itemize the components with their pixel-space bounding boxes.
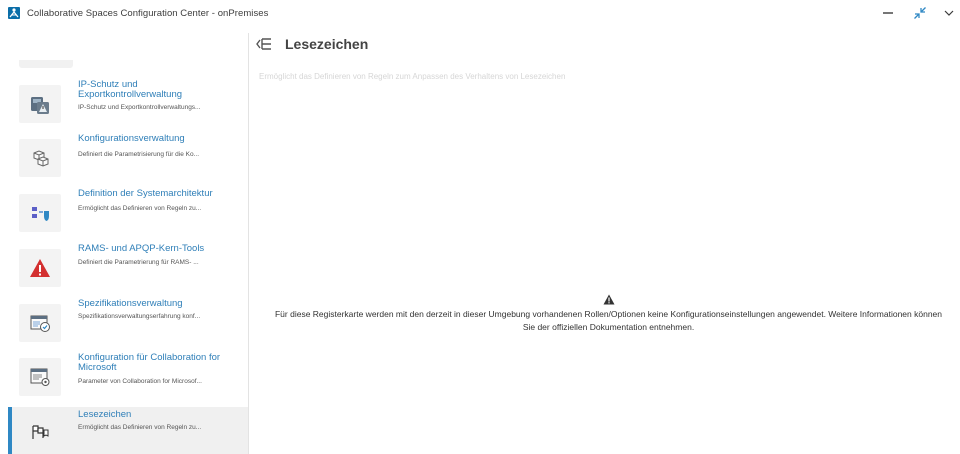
title-bar — [0, 0, 960, 27]
minimize-button[interactable] — [880, 5, 896, 21]
sidebar-item-title: Definition der Systemarchitektur — [78, 188, 213, 199]
sidebar-item-title: Konfigurationsverwaltung — [78, 133, 185, 144]
specification-icon — [19, 304, 61, 342]
window-title: Collaborative Spaces Configuration Center - onPremises — [27, 8, 269, 19]
main-panel — [250, 27, 960, 454]
sidebar-item-rams-apqp[interactable] — [8, 244, 248, 292]
sidebar-item-title: Spezifikationsverwaltung — [78, 298, 183, 309]
sidebar-item-description: Parameter von Collaboration for Microsof... — [78, 378, 202, 385]
sidebar-item-ip-protection[interactable] — [8, 80, 248, 128]
sidebar-item-partial[interactable] — [19, 60, 73, 68]
sidebar-item-title: Konfiguration für Collaboration for Microsoft — [78, 352, 221, 373]
bookmark-icon — [19, 413, 61, 451]
page-description: Ermöglicht das Definieren von Regeln zum Anpassen des Verhaltens von Lesezeichen — [259, 72, 566, 81]
no-settings-notice: Für diese Registerkarte werden mit den derzeit in dieser Umgebung vorhandenen Rollen/Optionen keine Konfigurationseinstellungen angewendet. Weitere Informationen können Sie der offiziellen Dokumentation entnehmen. — [274, 309, 943, 332]
warning-icon — [603, 292, 615, 303]
sidebar-item-title: IP-Schutz und Exportkontrollverwaltung — [78, 79, 183, 100]
microsoft-config-icon — [19, 358, 61, 396]
ip-protection-icon — [19, 85, 61, 123]
system-architecture-icon — [19, 194, 61, 232]
app-logo-icon — [8, 7, 20, 19]
sidebar-item-bookmarks[interactable] — [8, 407, 248, 454]
configuration-cubes-icon — [19, 139, 61, 177]
sidebar-item-specification[interactable] — [8, 299, 248, 347]
sidebar-item-description: Ermöglicht das Definieren von Regeln zu... — [78, 424, 202, 431]
warning-triangle-icon — [19, 249, 61, 287]
sidebar-item-description: Spezifikationsverwaltungserfahrung konf... — [78, 313, 201, 320]
page-title: Lesezeichen — [285, 36, 369, 52]
sidebar-item-description: Ermöglicht das Definieren von Regeln zu... — [78, 205, 202, 212]
sidebar-item-configuration[interactable] — [8, 134, 248, 182]
sidebar-item-description: Definiert die Parametrisierung für die Ko... — [78, 151, 200, 158]
sidebar-item-system-architecture[interactable] — [8, 189, 248, 237]
restore-button[interactable] — [912, 5, 928, 21]
chevron-down-icon[interactable] — [941, 5, 957, 21]
sidebar — [0, 33, 249, 454]
sidebar-item-title: Lesezeichen — [78, 409, 132, 420]
sidebar-item-description: Definiert die Parametrierung für RAMS- ... — [78, 259, 199, 266]
collapse-sidebar-icon[interactable] — [256, 37, 272, 51]
sidebar-item-description: IP-Schutz und Exportkontrollverwaltungs... — [78, 104, 201, 111]
sidebar-item-title: RAMS- und APQP-Kern-Tools — [78, 243, 205, 254]
sidebar-item-microsoft-config[interactable] — [8, 353, 248, 401]
